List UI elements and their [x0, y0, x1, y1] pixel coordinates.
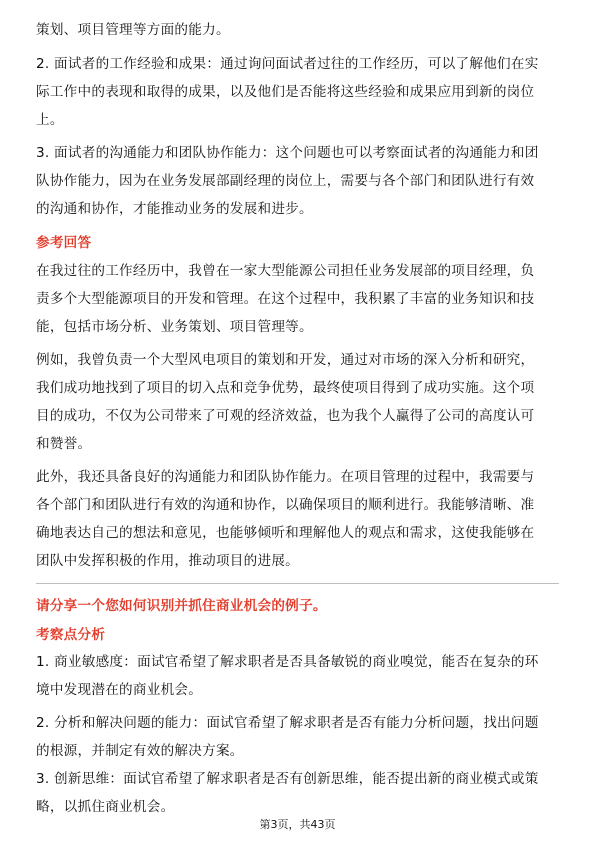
answer-text-line: 例如，我曾负责一个大型风电项目的策划和开发，通过对市场的深入分析和研究， [36, 352, 535, 368]
body-text-line: 上。 [36, 112, 64, 128]
analysis-text-line: 略，以抓住商业机会。 [36, 799, 175, 815]
analysis-text-line: 2. 分析和解决问题的能力：面试官希望了解求职者是否有能力分析问题，找出问题 [36, 715, 539, 731]
answer-text-line: 和赞誉。 [36, 436, 92, 452]
answer-text-line: 团队中发挥积极的作用，推动项目的进展。 [36, 553, 300, 569]
body-text-line: 3. 面试者的沟通能力和团队协作能力：这个问题也可以考察面试者的沟通能力和团 [36, 145, 539, 161]
answer-text-line: 我们成功地找到了项目的切入点和竞争优势，最终使项目得到了成功实施。这个项 [36, 380, 535, 396]
body-text-line: 际工作中的表现和取得的成果，以及他们是否能将这些经验和成果应用到新的岗位 [36, 84, 535, 100]
answer-heading: 参考回答 [36, 235, 92, 251]
question-title: 请分享一个您如何识别并抓住商业机会的例子。 [36, 598, 327, 614]
body-text-line: 策划、项目管理等方面的能力。 [36, 22, 230, 38]
page-number: 第3页，共43页 [259, 818, 336, 831]
analysis-text-line: 1. 商业敏感度：面试官希望了解求职者是否具备敏锐的商业嗅觉，能否在复杂的环 [36, 654, 539, 670]
body-text-line: 的沟通和协作，才能推动业务的发展和进步。 [36, 201, 313, 217]
body-text-line: 队协作能力，因为在业务发展部副经理的岗位上，需要与各个部门和团队进行有效 [36, 173, 535, 189]
analysis-heading: 考察点分析 [36, 627, 106, 643]
analysis-text-line: 境中发现潜在的商业机会。 [36, 682, 203, 698]
answer-text-line: 各个部门和团队进行有效的沟通和协作，以确保项目的顺利进行。我能够清晰、准 [36, 497, 535, 513]
body-text-line: 2. 面试者的工作经验和成果：通过询问面试者过往的工作经历，可以了解他们在实 [36, 56, 539, 72]
answer-text-line: 责多个大型能源项目的开发和管理。在这个过程中，我积累了丰富的业务知识和技 [36, 291, 535, 307]
analysis-text-line: 3. 创新思维：面试官希望了解求职者是否有创新思维，能否提出新的商业模式或策 [36, 771, 539, 787]
analysis-text-line: 的根源，并制定有效的解决方案。 [36, 743, 244, 759]
answer-text-line: 目的成功，不仅为公司带来了可观的经济效益，也为我个人赢得了公司的高度认可 [36, 408, 535, 424]
answer-text-line: 在我过往的工作经历中，我曾在一家大型能源公司担任业务发展部的项目经理，负 [36, 263, 535, 279]
section-divider [36, 583, 559, 584]
answer-text-line: 确地表达自己的想法和意见，也能够倾听和理解他人的观点和需求，这使我能够在 [36, 525, 535, 541]
answer-text-line: 能，包括市场分析、业务策划、项目管理等。 [36, 319, 313, 335]
answer-text-line: 此外，我还具备良好的沟通能力和团队协作能力。在项目管理的过程中，我需要与 [36, 469, 535, 485]
